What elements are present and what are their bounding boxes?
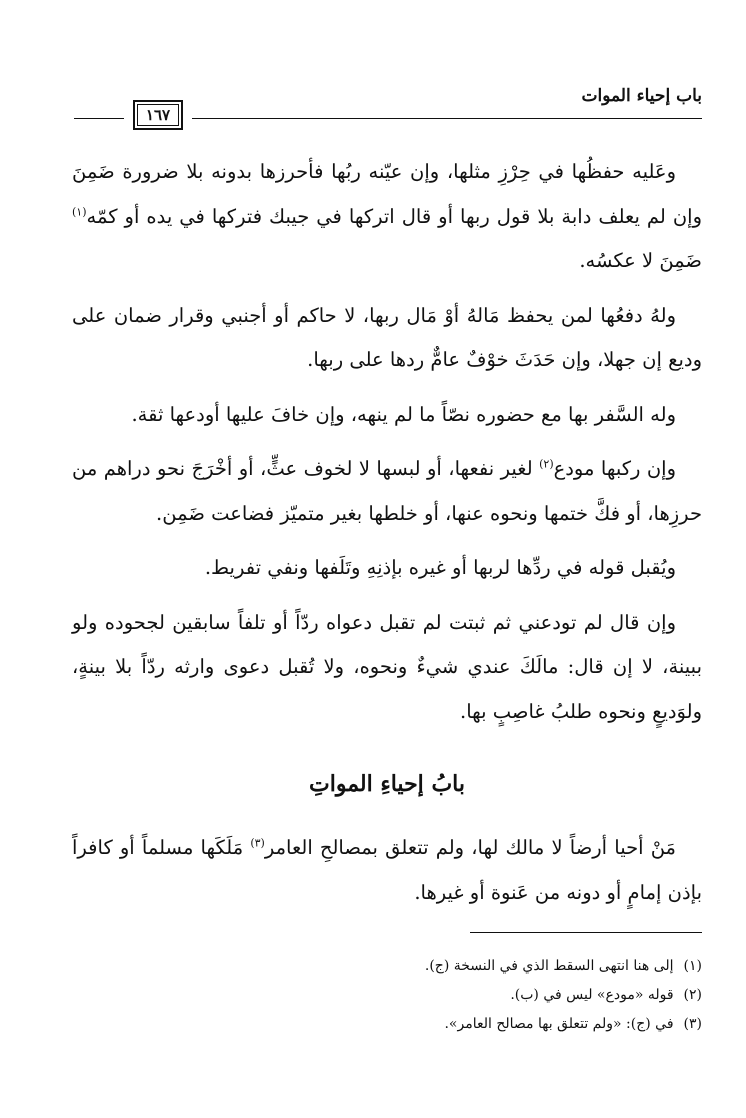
footnote-separator bbox=[470, 932, 702, 933]
footnote-ref-1: (١) bbox=[72, 205, 87, 218]
paragraph-2: ولهُ دفعُها لمن يحفظ مَالهُ أوْ مَال ربها، لا حاكم أو أجنبي وقرار ضمان على وديع إن جهلا، وإن حَدَثَ خوْفٌ عامٌّ ردها على ربها. bbox=[72, 303, 702, 371]
footnote-text: إلى هنا انتهى السقط الذي في النسخة (ج). bbox=[424, 958, 674, 974]
paragraph-5: ويُقبل قوله في ردِّها لربها أو غيره بإذنِهِ وتَلَفها ونفي تفريط. bbox=[204, 556, 676, 579]
footnote-text: قوله «مودع» ليس في (ب). bbox=[510, 987, 674, 1003]
section-heading: بابُ إحياءِ المواتِ bbox=[309, 771, 465, 797]
paragraph-1: وعَليه حفظُها في حِرْزِ مثلها، وإن عيّنه ربُها فأحرزها بدونه بلا ضرورة ضَمِنَ وإن لم يعلف دابة بلا قول ربها أو قال اتركها في جيبك فتركها في يده أو كمّه$^{(١)}$ ضَمِنَ لا عكسُه. bbox=[72, 160, 702, 272]
page-number: ١٦٧ bbox=[133, 100, 183, 130]
section-paragraph: مَنْ أحيا أرضاً لا مالك لها، ولم تتعلق بمصالحِ العامر$^{(٣)}$ مَلَكَها مسلماً أو كافراً بإذن إمامٍ أو دونه من عَنوة أو غيرها. bbox=[72, 836, 702, 904]
paragraph-4: وإن ركبها مودع$^{(٢)}$ لغير نفعها، أو لبسها لا لخوف عثٍّ، أو أخْرَجَ نحو دراهم من حرزِها، أو فكَّ ختمها ونحوه عنها، أو خلطها بغير متميّز فضاعت ضَمِن. bbox=[72, 457, 702, 525]
main-text bbox=[72, 150, 702, 925]
footnote-1 bbox=[72, 952, 702, 981]
footnote-number: (١) bbox=[683, 958, 702, 974]
footnote-ref-3: (٣) bbox=[250, 836, 265, 850]
footnotes bbox=[72, 952, 702, 1039]
footnote-text: في (ج): «ولم تتعلق بها مصالح العامر». bbox=[444, 1016, 674, 1032]
footnote-ref-2: (٢) bbox=[539, 457, 554, 471]
running-header-title: باب إحياء الموات bbox=[581, 86, 702, 106]
footnote-2 bbox=[72, 981, 702, 1010]
footnote-number: (٢) bbox=[683, 987, 702, 1003]
paragraph-3: وله السَّفر بها مع حضوره نصّاً ما لم ينهه، وإن خافَ عليها أودعها ثقة. bbox=[131, 402, 676, 426]
footnote-3 bbox=[72, 1010, 702, 1039]
header-rule-short bbox=[74, 118, 124, 119]
footnote-number: (٣) bbox=[683, 1016, 702, 1032]
paragraph-6: وإن قال لم تودعني ثم ثبتت لم تقبل دعواه ردّاً أو تلفاً سابقين لجحوده ولو ببينة، لا إن قال: مالَكَ عندي شيءٌ ونحوه، ولا تُقبل دعوى وارثه ردّاً بلا بينةٍ، ولوَديعٍ ونحوه طلبُ غاصِبٍ بها. bbox=[72, 610, 702, 723]
header-rule bbox=[192, 118, 702, 119]
